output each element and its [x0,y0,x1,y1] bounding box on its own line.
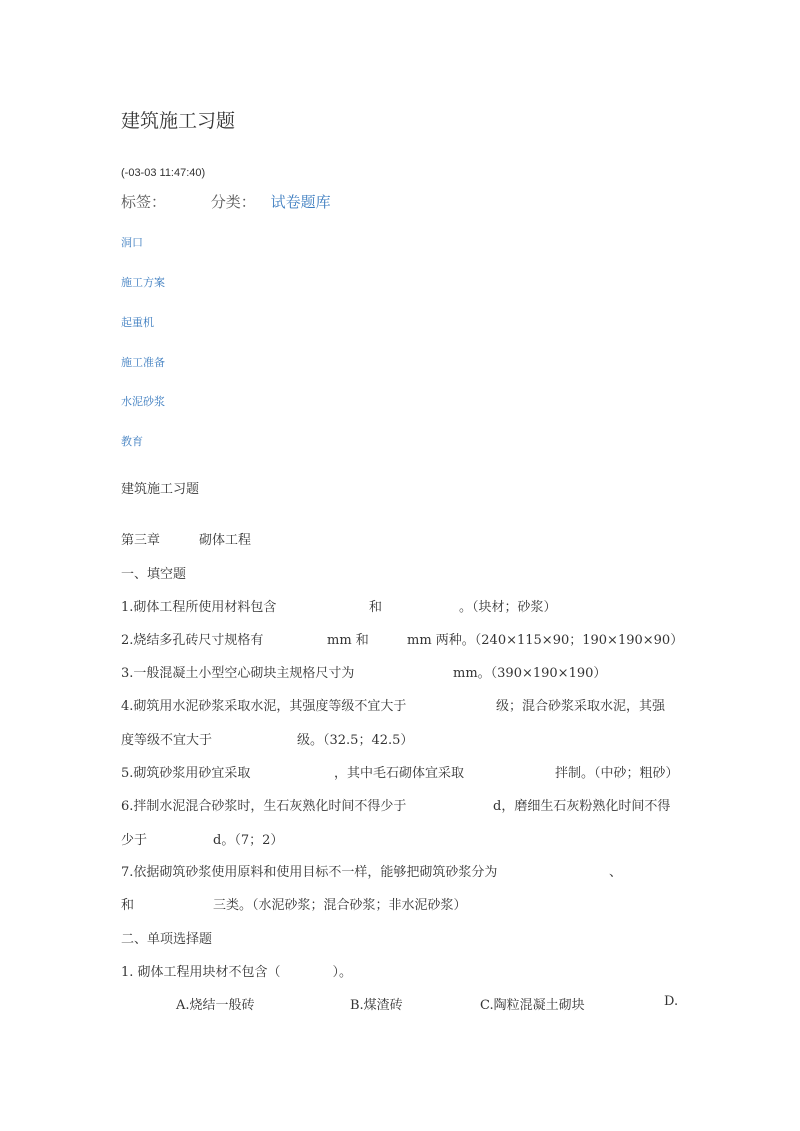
option-c: C.陶粒混凝土砌块 [480,998,585,1013]
question-1-part-b: 和 [369,600,383,615]
question-5-part-a: 5.砌筑砂浆用砂宜采取 [121,766,251,781]
question-4-part-a: 4.砌筑用水泥砂浆采取水泥，其强度等级不宜大于 [121,699,407,714]
article-meta [121,191,331,212]
question-2-part-a: 2.烧结多孔砖尺寸规格有 [121,633,264,648]
question-6-part-d: d。（7；2） [213,833,284,848]
question-6-part-c: 少于 [121,833,148,848]
question-3-part-a: 3.一般混凝土小型空心砌块主规格尺寸为 [121,666,355,681]
section-fill-blank: 一、填空题 [121,567,187,582]
question-3-part-b: mm。（390×190×190） [453,666,607,681]
category-link[interactable]: 试卷题库 [270,193,331,211]
question-7-part-d: 三类。（水泥砂浆；混合砂浆；非水泥砂浆） [213,898,467,913]
tag-link[interactable]: 施工准备 [121,356,165,369]
question-2-part-b: mm 和 [327,633,369,648]
question-4-part-b: 级；混合砂浆采取水泥，其强 [496,699,666,714]
article-title: 建筑施工习题 [121,110,236,132]
tags-label: 标签： [121,193,167,211]
body-heading: 建筑施工习题 [121,482,200,497]
category-label: 分类： [210,193,256,211]
question-4-part-d: 级。（32.5；42.5） [297,733,414,748]
tag-link[interactable]: 洞口 [121,236,143,249]
tag-link[interactable]: 教育 [121,435,143,448]
tag-link[interactable]: 施工方案 [121,276,165,289]
question-5-part-b: ，其中毛石砌体宜采取 [334,766,465,781]
option-b: B.煤渣砖 [350,998,403,1013]
question-6-part-b: d，磨细生石灰粉熟化时间不得 [493,799,671,814]
choice-question-1: 1. 砌体工程用块材不包含（ ）。 [121,965,353,980]
chapter-title: 砌体工程 [199,533,252,548]
question-7-part-b: 、 [609,865,623,880]
question-1-part-a: 1.砌体工程所使用材料包含 [121,600,277,615]
question-5-part-c: 拌制。（中砂；粗砂） [555,766,679,781]
article-date: (-03-03 11:47:40) [121,167,206,179]
question-4-part-c: 度等级不宜大于 [121,733,213,748]
tag-link[interactable]: 水泥砂浆 [121,395,165,408]
question-7-part-c: 和 [121,898,135,913]
question-7-part-a: 7.依据砌筑砂浆使用原料和使用目标不一样，能够把砌筑砂浆分为 [121,865,498,880]
question-6-part-a: 6.拌制水泥混合砂浆时，生石灰熟化时间不得少于 [121,799,407,814]
question-2-part-c: mm 两种。（240×115×90；190×190×90） [407,633,684,648]
tag-link[interactable]: 起重机 [121,316,154,329]
question-1-part-c: 。（块材；砂浆） [459,600,557,615]
section-single-choice: 二、单项选择题 [121,932,213,947]
chapter-number: 第三章 [121,533,161,548]
option-a: A.烧结一般砖 [176,998,255,1013]
option-d: D. [664,994,679,1009]
